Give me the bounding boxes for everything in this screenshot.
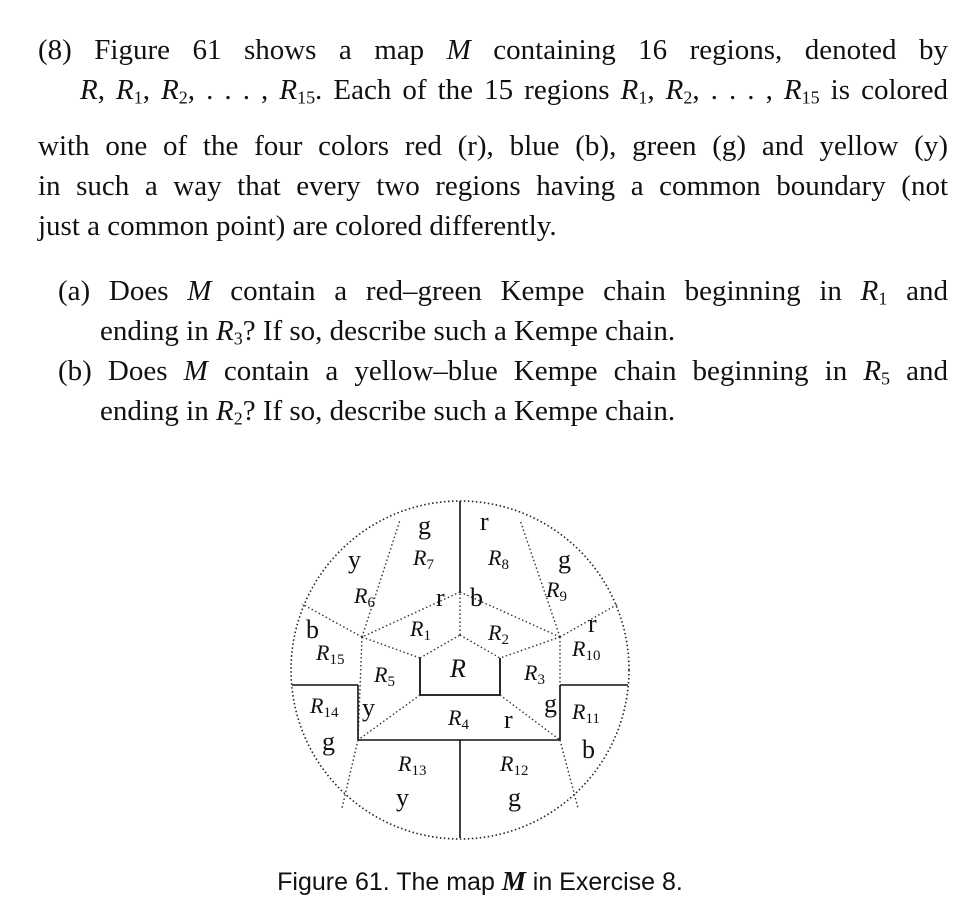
color-r2: b (470, 583, 483, 612)
intro-line-1: (8) Figure 61 shows a map M containing 16 regions, denoted by (38, 34, 948, 66)
label-r: R (450, 654, 466, 683)
color-r11: b (582, 735, 595, 764)
color-r3: g (544, 689, 557, 718)
label-r3: R3 (524, 660, 545, 688)
label-r14: R14 (310, 693, 339, 721)
part-b-line-2: ending in $R_2$? If so, describe such a Kempe chain. (100, 395, 676, 429)
figure-caption (0, 866, 960, 897)
label-r5: R5 (374, 662, 395, 690)
label-r2: R2 (488, 620, 509, 648)
label-r12: R12 (500, 751, 529, 779)
label-r11: R11 (572, 699, 600, 727)
label-r15: R15 (316, 640, 345, 668)
part-a-line-2: ending in $R_3$? If so, describe such a Kempe chain. (100, 315, 676, 349)
label-r10: R10 (572, 636, 601, 664)
body-line-2: in such a way that every two regions having a common boundary (not (38, 170, 948, 202)
color-r6: y (348, 545, 361, 574)
intro-line-2: R, $R_1$, $R_2$, . . . , $R_{15}$. Each of the 15 regions $R_1$, $R_2$, . . . , $R_{15}$ is colored (80, 74, 949, 108)
label-r6: R6 (354, 583, 375, 611)
color-r10: r (588, 609, 597, 638)
color-r8: r (480, 507, 489, 536)
color-r1: r (436, 583, 445, 612)
caption-prefix: Figure 61. The map (277, 868, 495, 896)
part-b-label: (b) (58, 355, 92, 387)
body-line-3: just a common point) are colored differently. (38, 210, 557, 242)
caption-suffix: in Exercise 8. (532, 868, 683, 896)
color-r7: g (418, 511, 431, 540)
color-r4: r (504, 705, 513, 734)
color-r5: y (362, 693, 375, 722)
caption-symbol: M (501, 866, 526, 896)
label-r7: R7 (413, 545, 434, 573)
color-r15: b (306, 615, 319, 644)
label-r4: R4 (448, 705, 469, 733)
label-r13: R13 (398, 751, 427, 779)
color-r12: g (508, 783, 521, 812)
part-a-line-1: (a) Does M contain a red–green Kempe chain beginning in $R_1$ and (58, 275, 948, 309)
color-r9: g (558, 545, 571, 574)
color-r14: g (322, 727, 335, 756)
label-r9: R9 (546, 577, 567, 605)
color-r13: y (396, 783, 409, 812)
problem-number: (8) (38, 34, 72, 66)
label-r8: R8 (488, 545, 509, 573)
label-r1: R1 (410, 616, 431, 644)
part-a-label: (a) (58, 275, 91, 307)
part-b-line-1: (b) Does M contain a yellow–blue Kempe chain beginning in $R_5$ and (58, 355, 948, 389)
body-line-1: with one of the four colors red (r), blue (b), green (g) and yellow (y) (38, 130, 948, 162)
